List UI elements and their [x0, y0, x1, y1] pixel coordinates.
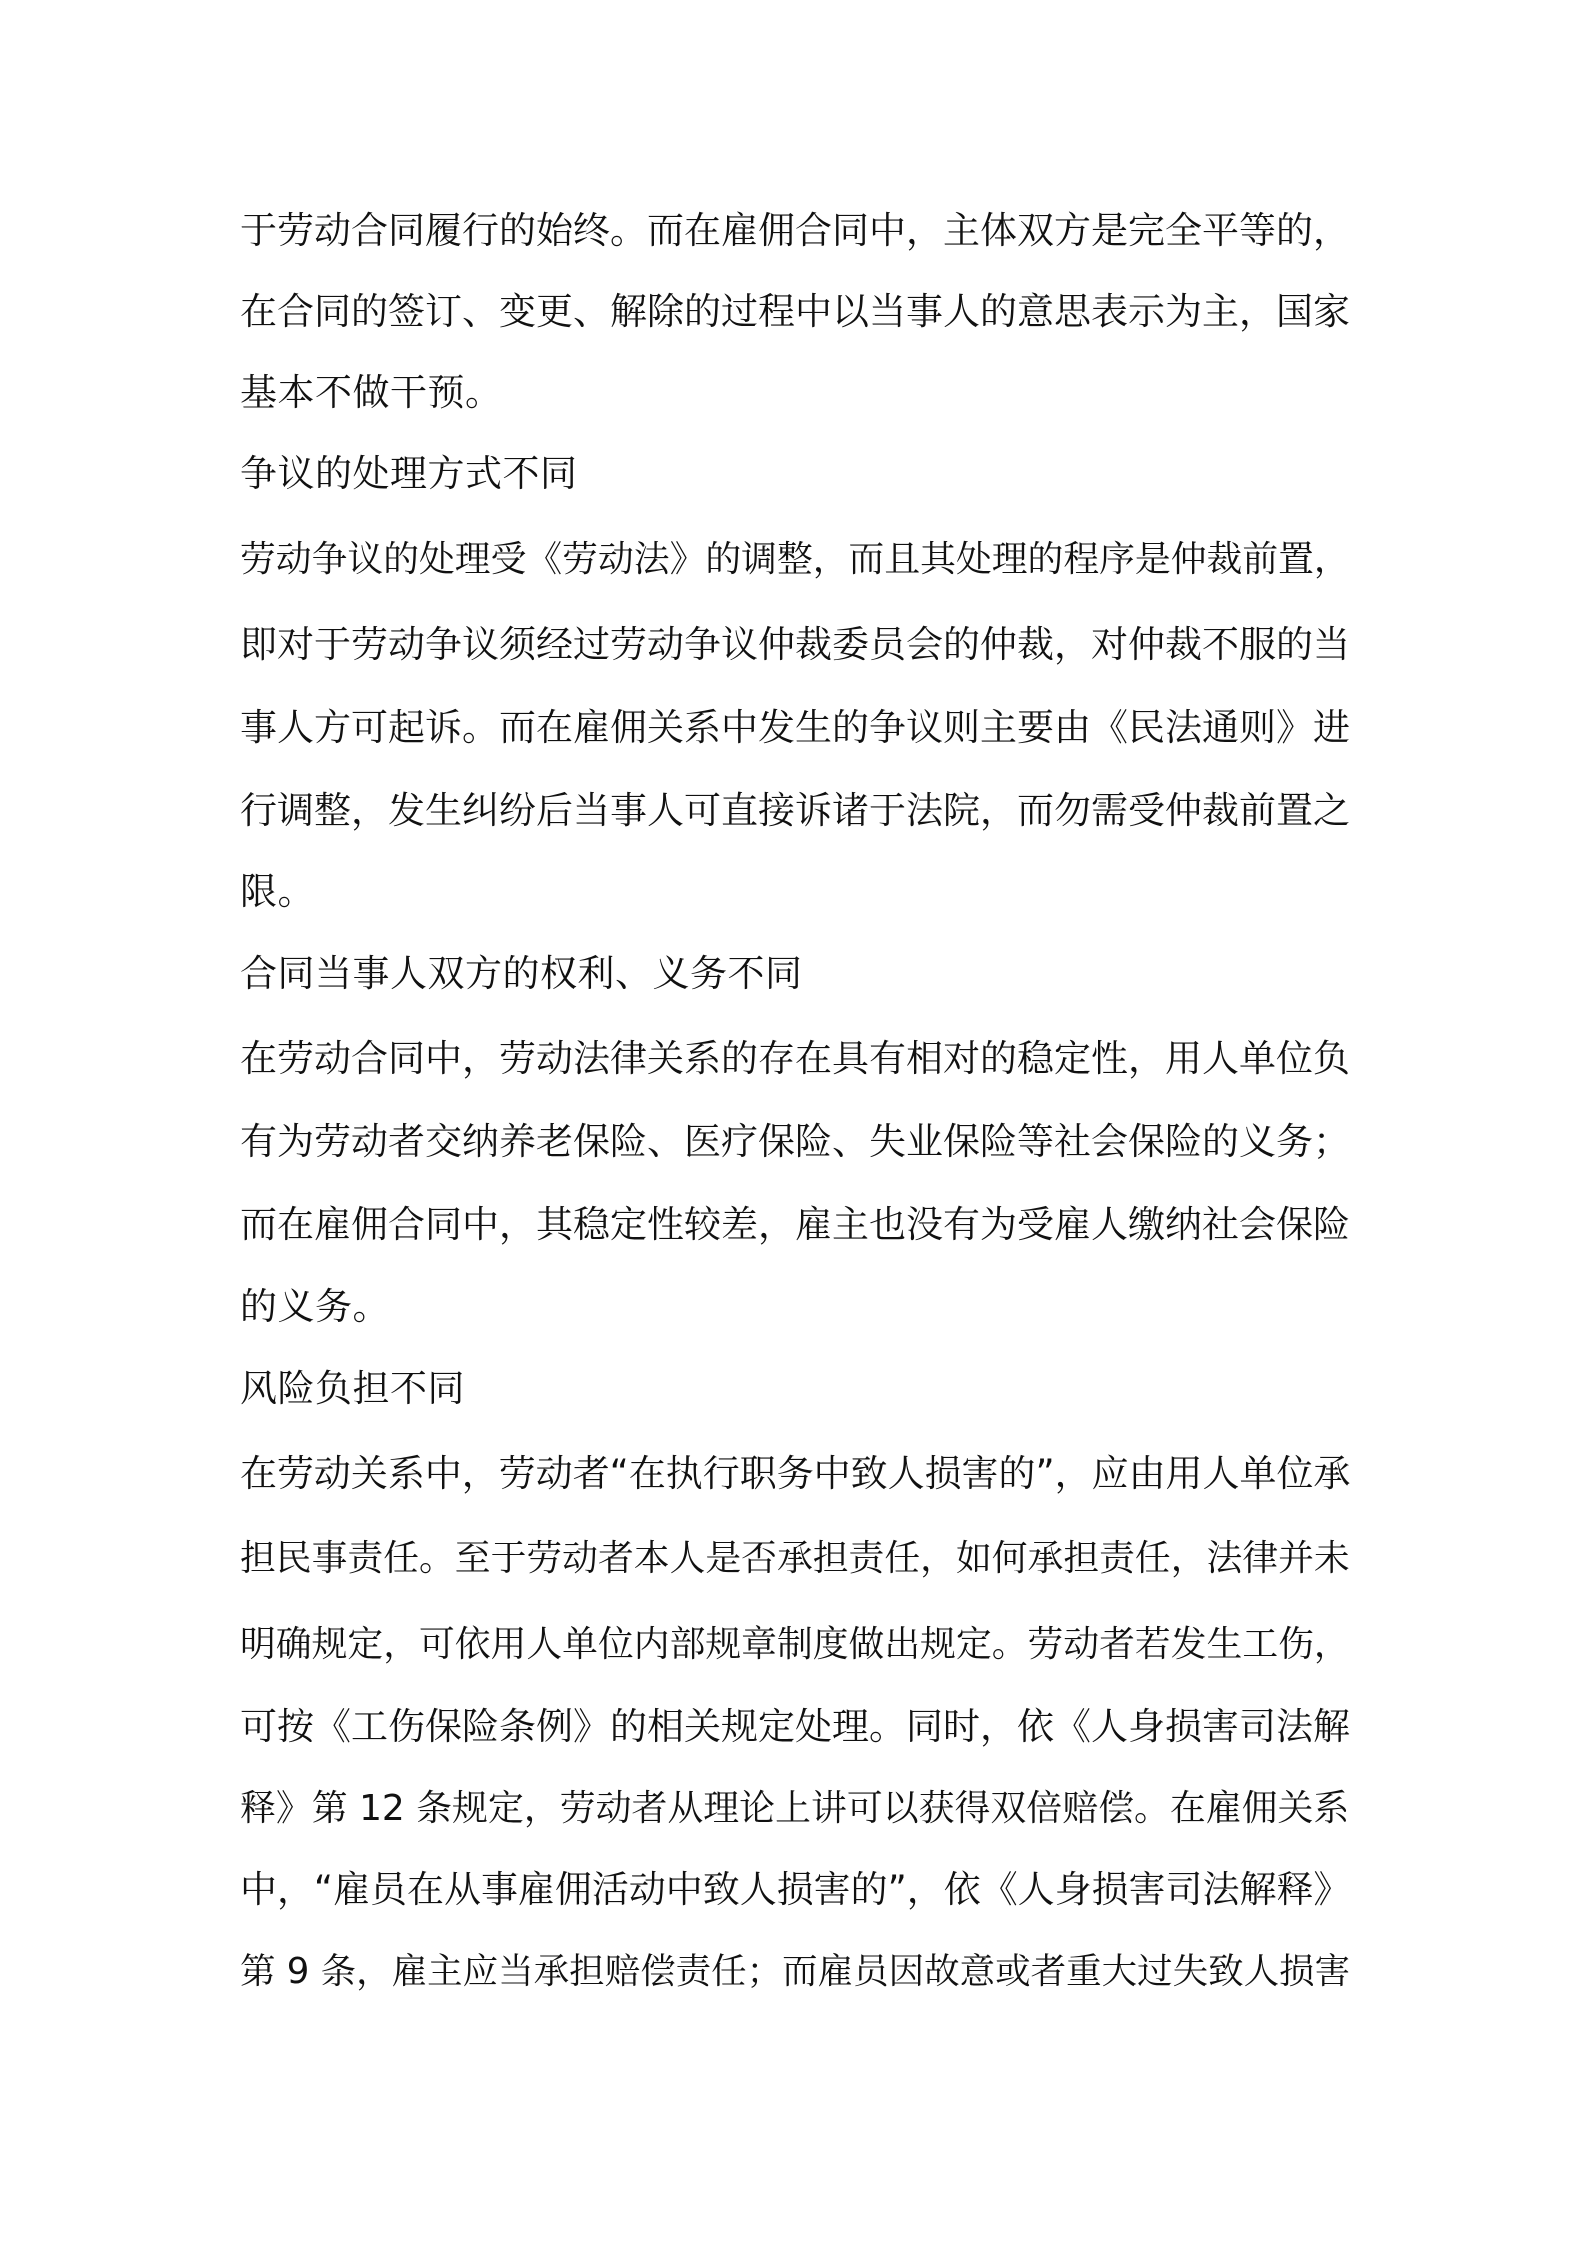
text-line: 限。: [240, 870, 315, 913]
section-heading: 合同当事人双方的权利、义务不同: [240, 952, 803, 995]
text-line: 中，“雇员在从事雇佣活动中致人损害的”，依《人身损害司法解释》: [240, 1868, 1351, 1911]
text-line: 行调整，发生纠纷后当事人可直接诉诸于法院，而勿需受仲裁前置之: [240, 789, 1350, 832]
text-line: 有为劳动者交纳养老保险、医疗保险、失业保险等社会保险的义务；: [240, 1120, 1350, 1163]
text-line: 基本不做干预。: [240, 371, 503, 414]
section-heading: 风险负担不同: [240, 1367, 465, 1410]
text-line: 在劳动合同中，劳动法律关系的存在具有相对的稳定性，用人单位负: [240, 1037, 1350, 1080]
text-line: 释》第 12 条规定，劳动者从理论上讲可以获得双倍赔偿。在雇佣关系: [240, 1788, 1350, 1829]
text-line: 可按《工伤保险条例》的相关规定处理。同时，依《人身损害司法解: [240, 1705, 1350, 1748]
text-line: 于劳动合同履行的始终。而在雇佣合同中，主体双方是完全平等的，: [240, 209, 1350, 252]
text-line: 在合同的签订、变更、解除的过程中以当事人的意思表示为主，国家: [240, 290, 1350, 333]
text-line: 明确规定，可依用人单位内部规章制度做出规定。劳动者若发生工伤，: [240, 1624, 1350, 1665]
text-line: 第 9 条，雇主应当承担赔偿责任；而雇员因故意或者重大过失致人损害: [240, 1951, 1351, 1992]
text-line: 而在雇佣合同中，其稳定性较差，雇主也没有为受雇人缴纳社会保险: [240, 1203, 1350, 1246]
text-line: 的义务。: [240, 1285, 390, 1328]
text-line: 担民事责任。至于劳动者本人是否承担责任，如何承担责任，法律并未: [240, 1538, 1350, 1579]
section-heading: 争议的处理方式不同: [240, 452, 578, 495]
text-line: 即对于劳动争议须经过劳动争议仲裁委员会的仲裁，对仲裁不服的当: [240, 623, 1350, 666]
text-line: 在劳动关系中，劳动者“在执行职务中致人损害的”，应由用人单位承: [240, 1452, 1351, 1495]
text-line: 劳动争议的处理受《劳动法》的调整，而且其处理的程序是仲裁前置，: [240, 539, 1350, 580]
text-line: 事人方可起诉。而在雇佣关系中发生的争议则主要由《民法通则》进: [240, 706, 1350, 749]
